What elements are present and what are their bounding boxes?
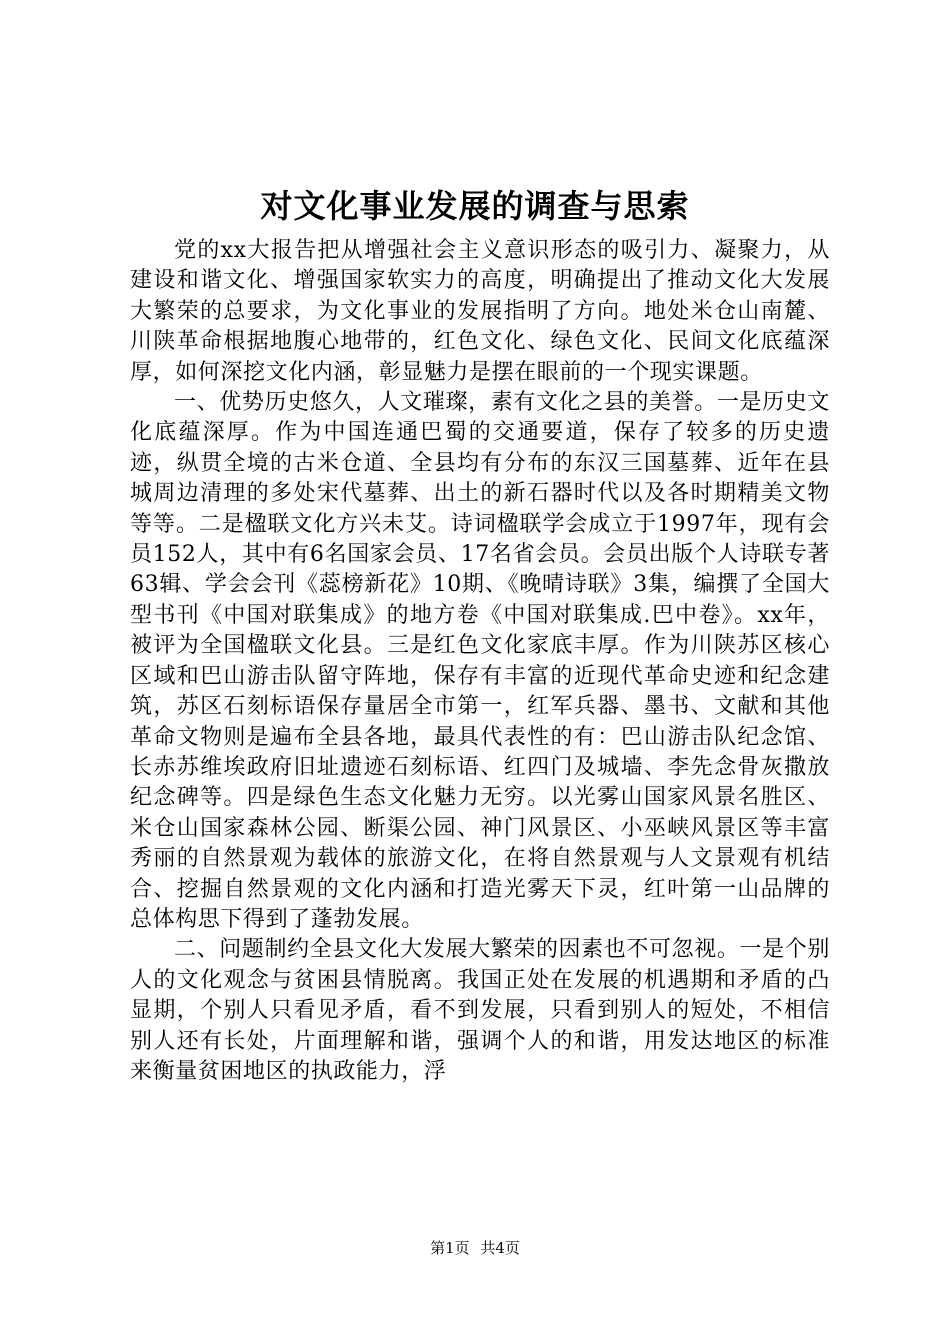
document-body <box>130 236 830 1087</box>
document-title: 对文化事业发展的调查与思索 <box>260 187 690 225</box>
paragraph-intro: 党的xx大报告把从增强社会主义意识形态的吸引力、凝聚力，从建设和谐文化、增强国家软实力的高度，明确提出了推动文化大发展大繁荣的总要求，为文化事业的发展指明了方向。地处米仓山南麓、川陕革命根据地腹心地带的，红色文化、绿色文化、民间文化底蕴深厚，如何深挖文化内涵，彰显魅力是摆在眼前的一个现实课题。 <box>130 238 830 385</box>
page-footer <box>0 1238 950 1258</box>
paragraph-problems: 二、问题制约全县文化大发展大繁荣的因素也不可忽视。一是个别人的文化观念与贫困县情脱离。我国正处在发展的机遇期和矛盾的凸显期，个别人只看见矛盾，看不到发展，只看到别人的短处，不相信别人还有长处，片面理解和谐，强调个人的和谐，用发达地区的标准来衡量贫困地区的执政能力，浮 <box>130 937 830 1084</box>
page-total: 共4页 <box>480 1239 520 1257</box>
page-number: 第1页 <box>430 1239 470 1257</box>
paragraph-advantages: 一、优势历史悠久，人文璀璨，素有文化之县的美誉。一是历史文化底蕴深厚。作为中国连通巴蜀的交通要道，保存了较多的历史遗迹，纵贯全境的古米仓道、全县均有分布的东汉三国墓葬、近年在县城周边清理的多处宋代墓葬、出土的新石器时代以及各时期精美文物等等。二是楹联文化方兴未艾。诗词楹联学会成立于1997年，现有会员152人，其中有6名国家会员、17名省会员。会员出版个人诗联专著63辑、学会会刊《蕊榜新花》10期、《晚晴诗联》3集，编撰了全国大型书刊《中国对联集成》的地方卷《中国对联集成.巴中卷》。xx年，被评为全国楹联文化县。三是红色文化家底丰厚。作为川陕苏区核心区域和巴山游击队留守阵地，保存有丰富的近现代革命史迹和纪念建筑，苏区石刻标语保存量居全市第一，红军兵器、墨书、文献和其他革命文物则是遍布全县各地，最具代表性的有：巴山游击队纪念馆、长赤苏维埃政府旧址遗迹石刻标语、红四门及城墙、李先念骨灰撒放纪念碑等。四是绿色生态文化魅力无穷。以光雾山国家风景名胜区、米仓山国家森林公园、断渠公园、神门风景区、小巫峡风景区等丰富秀丽的自然景观为载体的旅游文化，在将自然景观与人文景观有机结合、挖掘自然景观的文化内涵和打造光雾天下灵，红叶第一山品牌的总体构思下得到了蓬勃发展。 <box>130 390 830 932</box>
